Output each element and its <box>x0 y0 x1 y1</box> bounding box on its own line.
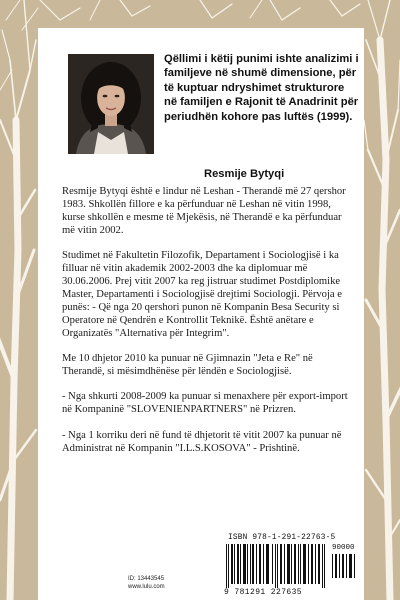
barcode-bars <box>226 544 328 588</box>
bio-paragraph: - Nga shkurti 2008-2009 ka punuar si menaxhere për export-import në Kompaninë "SLOVENIENPARTNERS" në Prizren. <box>62 391 348 416</box>
book-summary-headline: Qëllimi i këtij punimi ishte analizimi i familjeve në shumë dimensione, për të kuptuar ndryshimet strukturore në familjen e Rajonit të Anadrinit për periudhën kohore pas luftës (1999). <box>164 53 359 123</box>
price-code: 90000 <box>332 544 355 552</box>
isbn-number: ISBN 978-1-291-22763-5 <box>228 534 336 542</box>
publisher-url: www.lulu.com <box>128 583 165 590</box>
portrait-image <box>68 54 154 154</box>
price-barcode-bars <box>332 554 358 578</box>
publisher-id: ID: 13443545 <box>128 576 165 582</box>
content-panel <box>38 28 364 600</box>
author-name: Resmije Bytyqi <box>204 168 285 180</box>
author-photo <box>68 54 154 154</box>
isbn-barcode <box>224 534 360 598</box>
author-biography <box>62 186 348 468</box>
barcode-digits: 9 781291 227635 <box>224 588 303 597</box>
bio-paragraph: Me 10 dhjetor 2010 ka punuar në Gjimnazin "Jeta e Re" në Therandë, si mësimdhënëse për lëndën e Sociologjisë. <box>62 352 313 377</box>
publisher-info <box>128 576 165 591</box>
bio-paragraph: - Nga 1 korriku deri në fund të dhjetorit të vitit 2007 ka punuar në Administrat në Kompanin "I.L.S.KOSOVA" - Prishtinë. <box>62 429 342 454</box>
bio-paragraph: Resmije Bytyqi është e lindur në Leshan - Therandë më 27 qershor 1983. Shkollën fillore e ka përfunduar në Leshan në vitin 1998, kurse shkollën e mesme të Mjekësis, në Therandë e ka përfunduar më vitin 2002. <box>62 186 346 236</box>
bio-paragraph: Studimet në Fakultetin Filozofik, Departament i Sociologjisë i ka filluar në vitin akademik 2002-2003 dhe ka diplomuar më 30.06.2006. Prej vitit 2007 ka reg jistruar studimet Postdiplomike Master, Departamenti i Sociologjisë drejtimi Sociologji. Përvoja e punës: - Që nga 20 qershori punon në Kompanin Besa Security si Operatore në Qendrën e Kontrollit Teknikë. Është anëtare e Organizatës "Alternativa për Integrim". <box>62 250 342 339</box>
